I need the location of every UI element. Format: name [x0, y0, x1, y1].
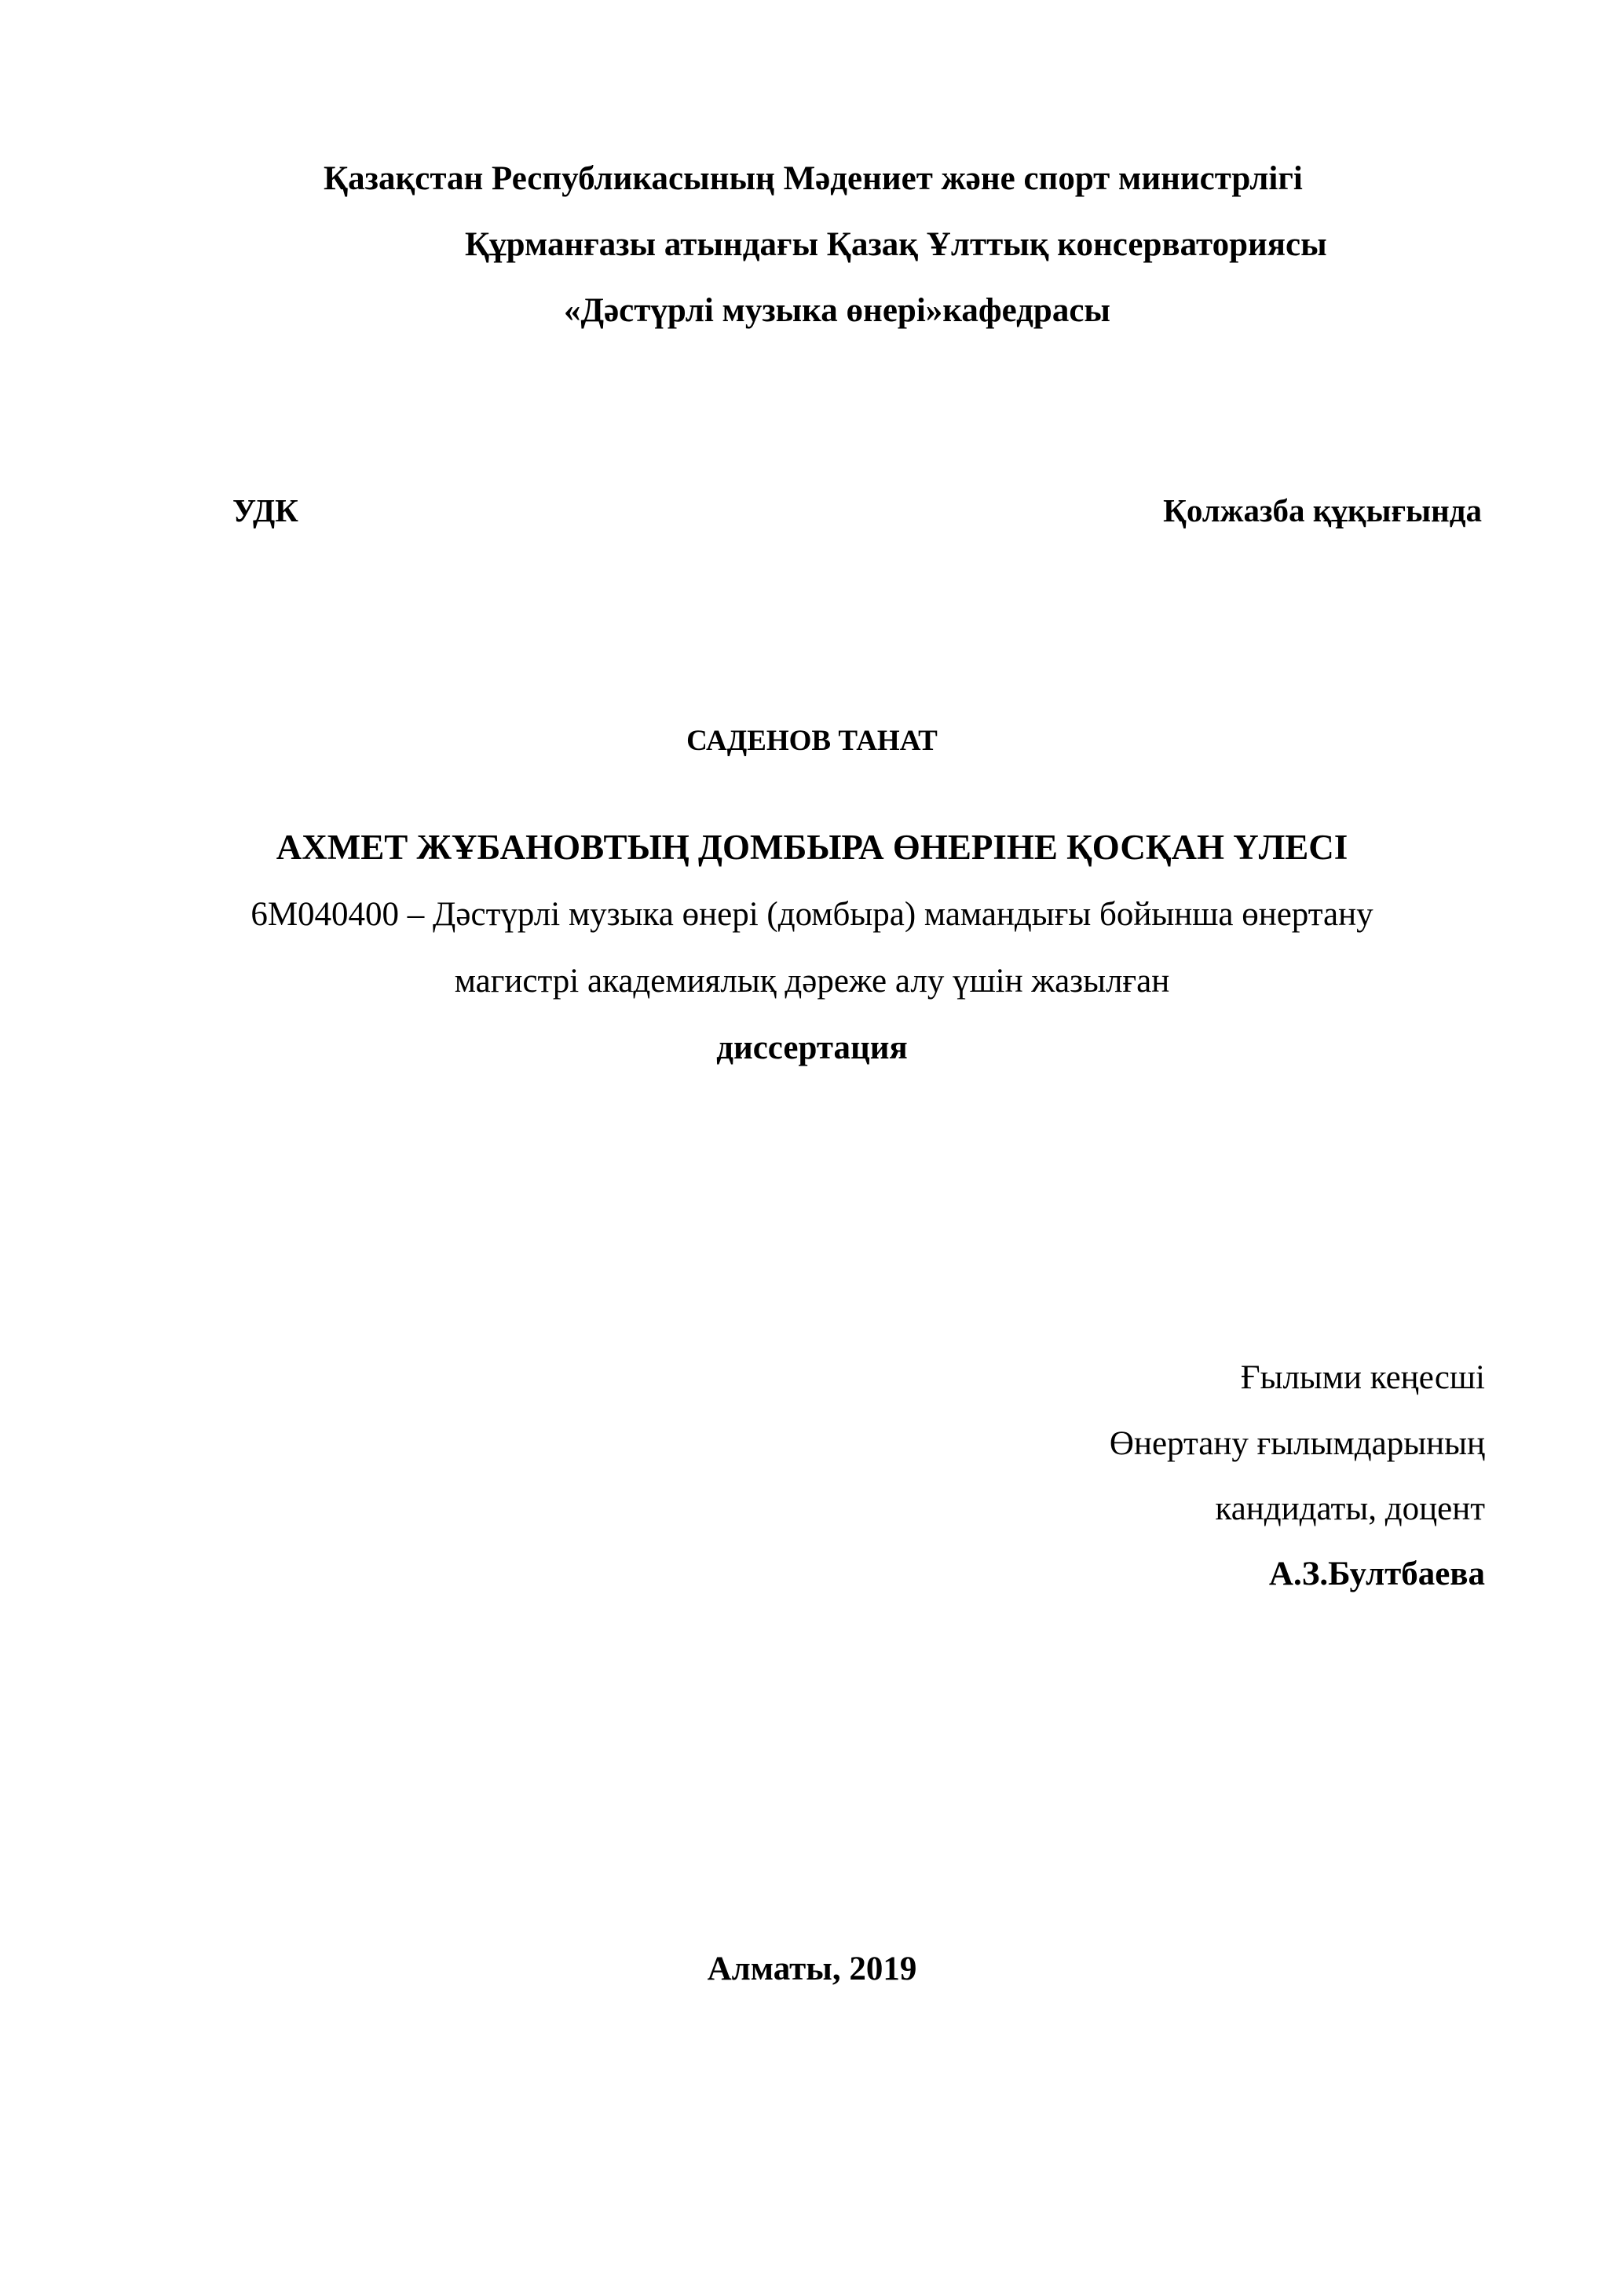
ministry-name: Қазақстан Республикасының Мәдениет және спорт министрлігі	[324, 160, 1303, 197]
place-and-year: Алматы, 2019	[707, 1951, 917, 1987]
specialty-line-1: 6М040400 – Дәстүрлі музыка өнері (домбыра) мамандығы бойынша өнертану	[251, 896, 1373, 933]
supervisor-degree: кандидаты, доцент	[1215, 1490, 1485, 1527]
supervisor-name: А.З.Бултбаева	[1268, 1556, 1485, 1592]
department-name: «Дәстүрлі музыка өнері»кафедрасы	[564, 292, 1110, 329]
author-name: САДЕНОВ ТАНАТ	[686, 725, 938, 757]
conservatory-name: Құрманғазы атындағы Қазақ Ұлттық консерваториясы	[465, 226, 1327, 263]
manuscript-rights-label: Қолжазба құқығында	[1163, 492, 1482, 528]
udk-label: УДК	[232, 492, 298, 528]
supervisor-role: Ғылыми кеңесші	[1240, 1359, 1485, 1396]
supervisor-field: Өнертану ғылымдарының	[1109, 1425, 1485, 1462]
thesis-genre: диссертация	[716, 1029, 908, 1066]
specialty-line-2: магистрі академиялық дәреже алу үшін жазылған	[454, 963, 1170, 1000]
thesis-title: АХМЕТ ЖҰБАНОВТЫҢ ДОМБЫРА ӨНЕРІНЕ ҚОСҚАН ҮЛЕСІ	[276, 828, 1348, 867]
